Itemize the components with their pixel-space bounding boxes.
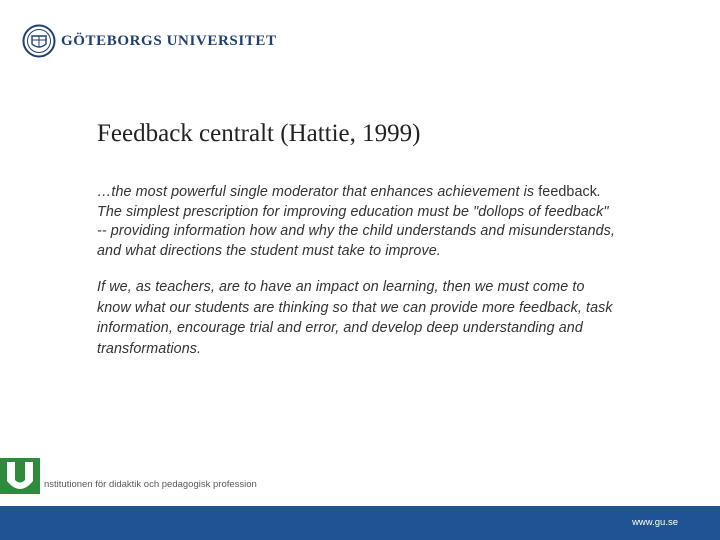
slide-body	[97, 183, 617, 375]
quote-text-end: . The simplest prescription for improving education must be "dollops of feedback" -- providing information how and why the child understands and misunderstands, and what directions the student must take to improve.	[97, 184, 616, 259]
university-logo	[22, 24, 277, 58]
u-logo-icon	[0, 458, 40, 494]
department-logo	[0, 458, 257, 494]
slide-title: Feedback centralt (Hattie, 1999)	[97, 120, 421, 147]
quote-emphasis: feedback	[538, 184, 598, 200]
quote-paragraph	[97, 183, 617, 261]
footer-bar	[0, 506, 720, 540]
university-name: GÖTEBORGS UNIVERSITET	[61, 32, 277, 49]
department-name: nstitutionen för didaktik och pedagogisk profession	[44, 479, 257, 490]
university-seal-icon	[22, 24, 56, 58]
footer-url[interactable]: www.gu.se	[632, 517, 678, 528]
quote-text-start: …the most powerful single moderator that enhances achievement is	[97, 184, 539, 200]
teacher-paragraph: If we, as teachers, are to have an impact on learning, then we must come to know what our students are thinking so that we can provide more feedback, task information, encourage trial and error, and develop deep understanding and transformations.	[97, 279, 613, 357]
